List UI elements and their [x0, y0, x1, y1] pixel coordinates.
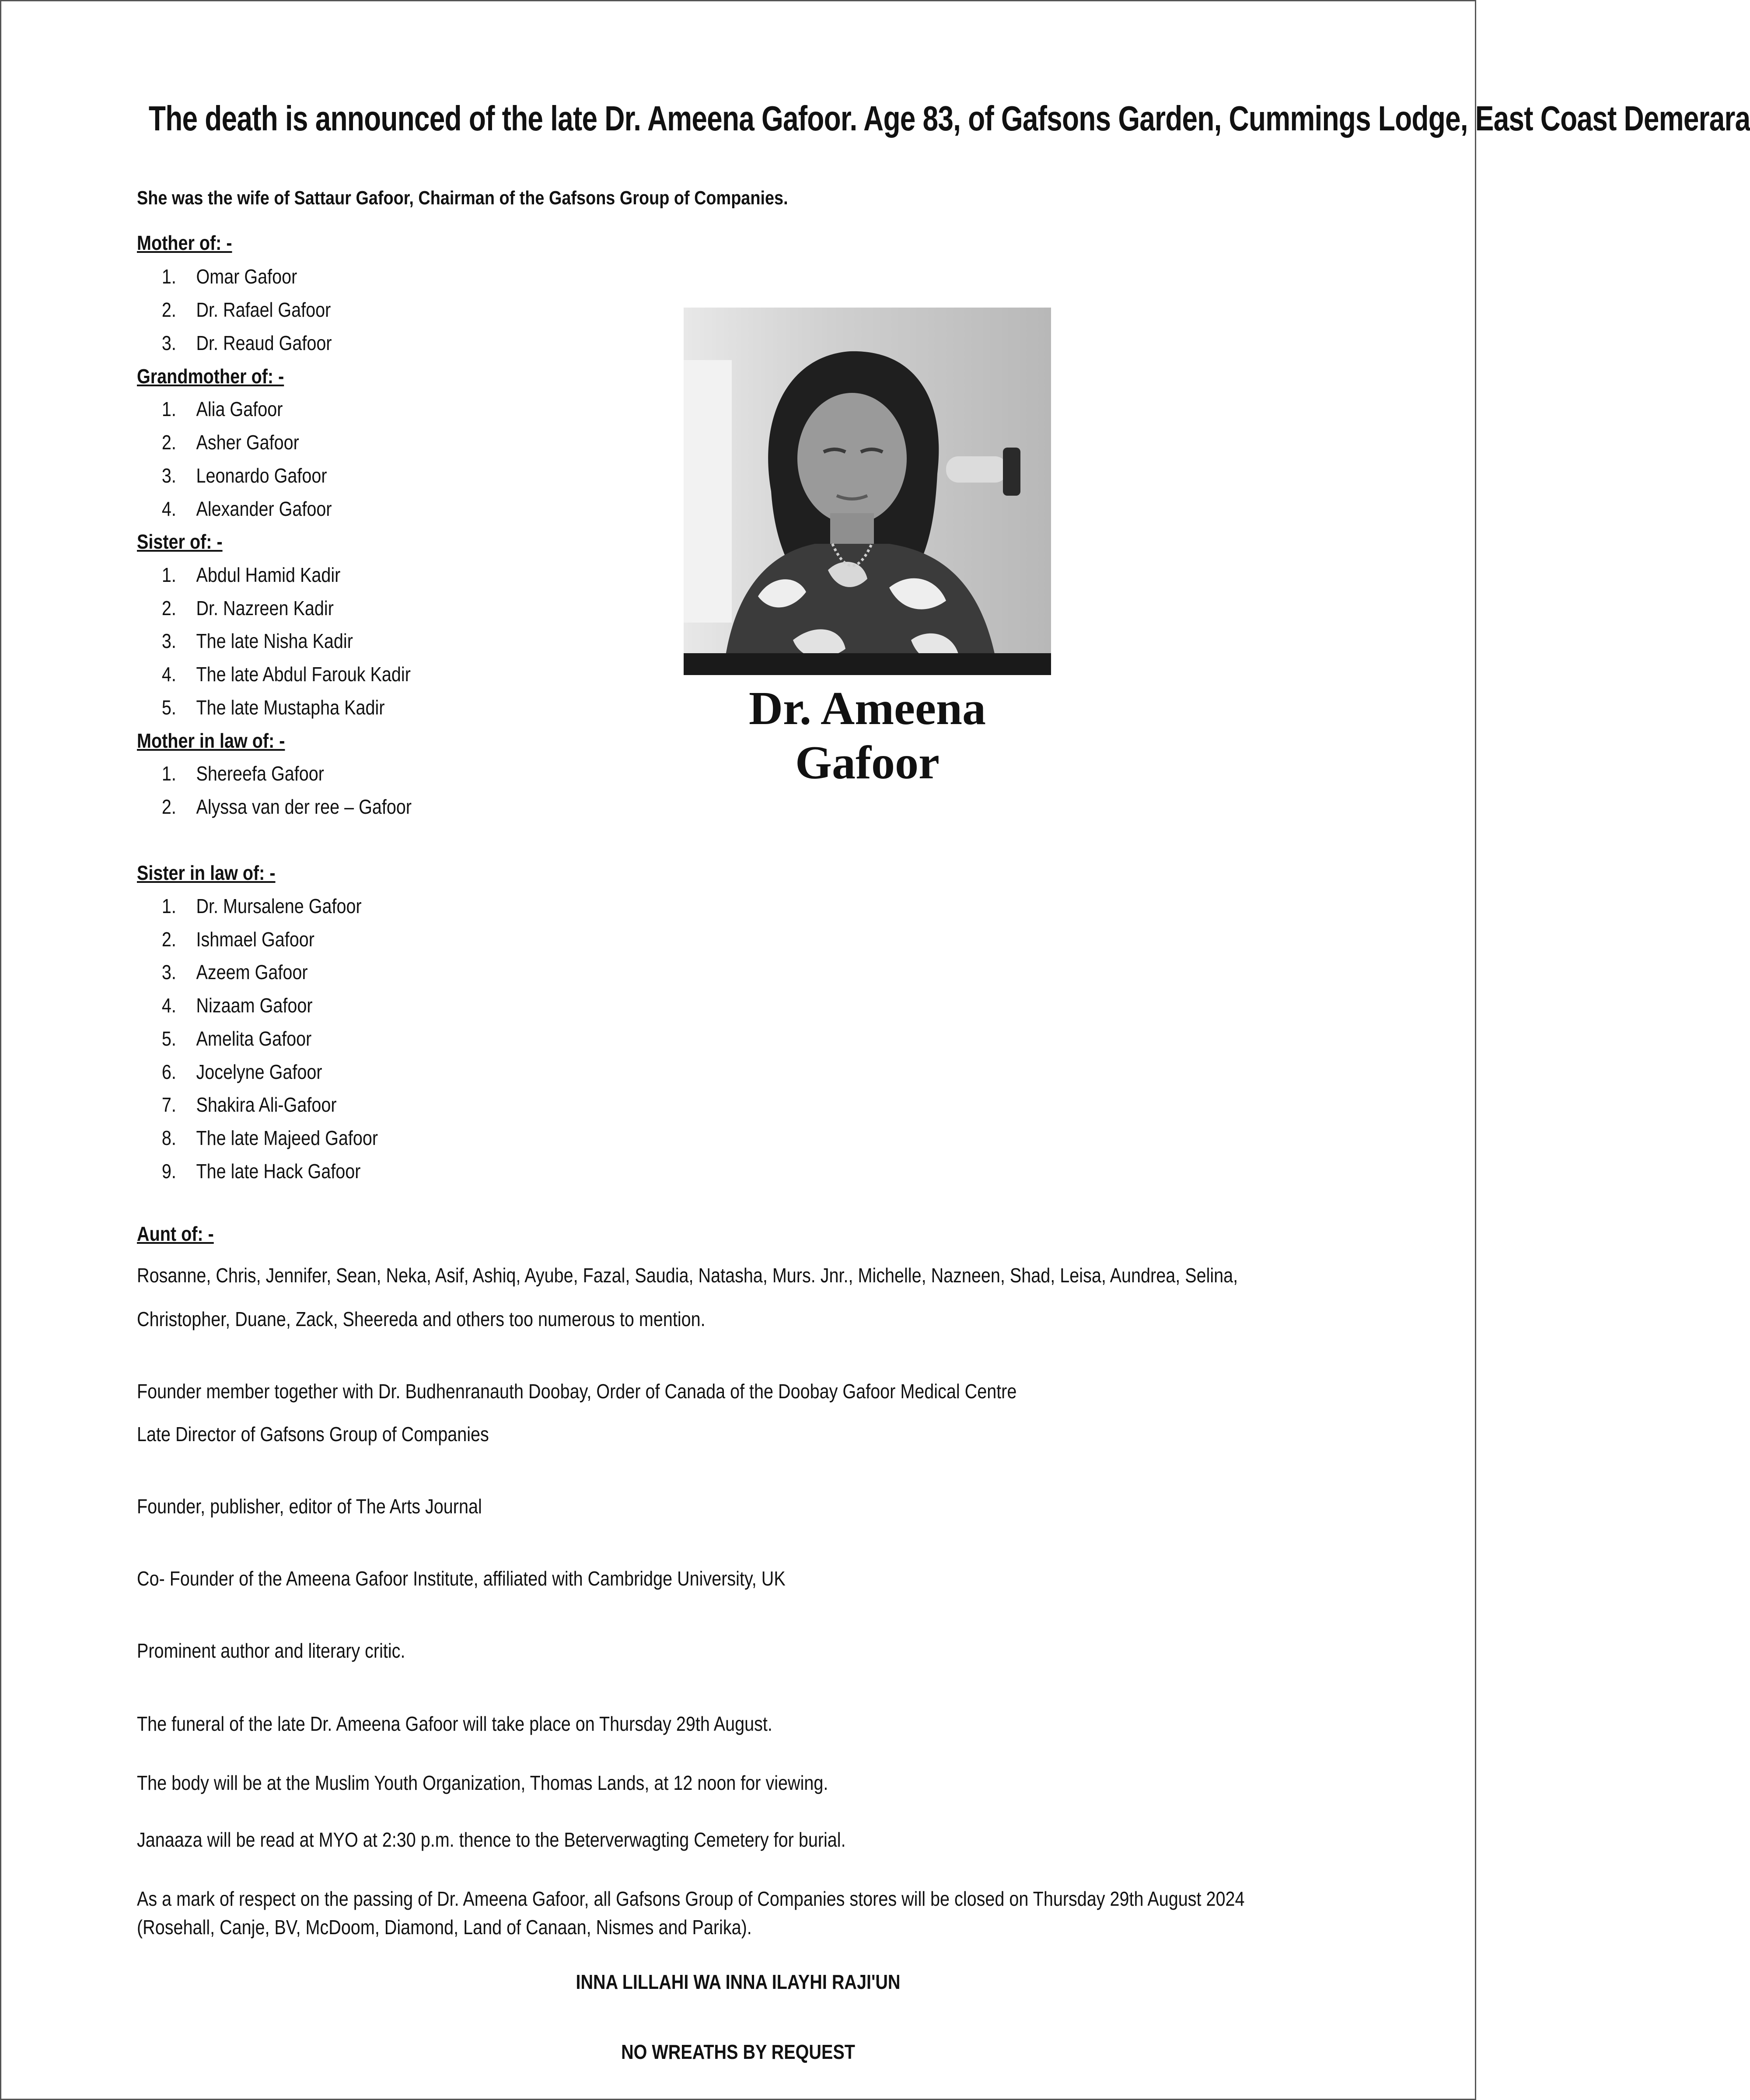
- obituary-page: The death is announced of the late Dr. Ameena Gafoor. Age 83, of Gafsons Garden, Cummings Lodge, East Coast Demerara She was the wife of Sattaur Gafoor, Chairman of the Gafsons Group of Companies. Mother of: - 1. Omar Gafoor 2. Dr. Rafael Gafoor 3. Dr. Reaud Gafoor Grandmother of: - 1. Alia Gafoor 2. Asher Gafoor 3. Leonardo Gafoor 4. Alexander Gafoor Sister of: - 1. Abdul Hamid Kadir 2. Dr. Nazreen Kadir 3. The late Nisha Kadir 4. The late Abdul Farouk Kadir 5. The late Mustapha Kadir Mother in law of: - 1. Shereefa Gafoor 2. Alyssa van der ree – Gafoor Sister in law of: - 1. Dr. Mursalene Gafoor 2. Ishmael Gafoor 3. Azeem Gafoor 4. Nizaam Gafoor 5. Amelita Gafoor 6. Jocelyne Gafoor 7. Shakira Ali-Gafoor 8. The late Majeed Gafoor 9. The late Hack Gafoor Aunt of: - Rosanne, Chris, Jennifer, Sean, Neka, Asif, Ashiq, Ayube, Fazal, Saudia, Natasha, Murs. Jnr., Michelle, Nazneen, Shad, Leisa, Aundrea, Selina, Christopher, Duane, Zack, Sheereda and others too numerous to mention. Founder member together with Dr. Budhenranauth Doobay, Order of Canada of the Doobay Gafoor Medical Centre Late Director of Gafsons Group of Companies Founder, publisher, editor of The Arts Journal Co- Founder of the Ameena Gafoor Institute, affiliated with Cambridge University, UK Prominent author and literary critic. The funeral of the late Dr. Ameena Gafoor will take place on Thursday 29th August. The body will be at the Muslim Youth Organization, Thomas Lands, at 12 noon for viewing. Janaaza will be read at MYO at 2:30 p.m. thence to the Beterverwagting Cemetery for burial. As a mark of respect on the passing of Dr. Ameena Gafoor, all Gafsons Group of Companies stores will be closed on Thursday 29th August 2024 (Rosehall, Canje, BV, McDoom, Diamond, Land of Canaan, Nismes and Parika). INNA LILLAHI WA INNA ILAYHI RAJI'UN NO WREATHS BY REQUEST Dr. Ameena Gafoor: [0, 0, 1476, 2100]
- grandmother-of-heading: Grandmother of: -: [137, 365, 284, 388]
- deceased-name-caption: Dr. Ameena Gafoor: [749, 682, 986, 789]
- no-wreaths-line: NO WREATHS BY REQUEST: [621, 2040, 855, 2063]
- mother-in-law-of-heading: Mother in law of: -: [137, 729, 285, 752]
- closure-notice-line-1: As a mark of respect on the passing of Dr. Ameena Gafoor, all Gafsons Group of Companies stores will be closed on Thursday 29th August 2024: [137, 1887, 1245, 1910]
- funeral-line: Janaaza will be read at MYO at 2:30 p.m. thence to the Beterverwagting Cemetery for burial.: [137, 1828, 846, 1851]
- sister-in-law-of-heading: Sister in law of: -: [137, 861, 276, 884]
- aunt-of-names-line-1: Rosanne, Chris, Jennifer, Sean, Neka, Asif, Ashiq, Ayube, Fazal, Saudia, Natasha, Murs. Jnr., Michelle, Nazneen, Shad, Leisa, Aundrea, Selina,: [137, 1264, 1238, 1287]
- funeral-line: The funeral of the late Dr. Ameena Gafoor will take place on Thursday 29th August.: [137, 1712, 772, 1735]
- aunt-of-heading: Aunt of: -: [137, 1222, 214, 1245]
- intro-line: She was the wife of Sattaur Gafoor, Chairman of the Gafsons Group of Companies.: [137, 187, 788, 209]
- portrait-photo: [684, 308, 1051, 675]
- aunt-of-names-line-2: Christopher, Duane, Zack, Sheereda and others too numerous to mention.: [137, 1308, 706, 1330]
- achievement-line: Co- Founder of the Ameena Gafoor Institute, affiliated with Cambridge University, UK: [137, 1567, 786, 1590]
- mother-of-heading: Mother of: -: [137, 231, 232, 254]
- sister-of-heading: Sister of: -: [137, 530, 223, 553]
- achievement-line: Prominent author and literary critic.: [137, 1639, 405, 1662]
- headline: The death is announced of the late Dr. Ameena Gafoor. Age 83, of Gafsons Garden, Cummings Lodge, East Coast Demerara: [148, 99, 1750, 138]
- funeral-line: The body will be at the Muslim Youth Organization, Thomas Lands, at 12 noon for viewing.: [137, 1771, 828, 1794]
- prayer-line: INNA LILLAHI WA INNA ILAYHI RAJI'UN: [576, 1970, 901, 1993]
- closure-notice-line-2: (Rosehall, Canje, BV, McDoom, Diamond, Land of Canaan, Nismes and Parika).: [137, 1916, 752, 1939]
- portrait-illustration: [684, 308, 1051, 675]
- achievement-line: Founder, publisher, editor of The Arts Journal: [137, 1495, 482, 1518]
- achievement-line: Founder member together with Dr. Budhenranauth Doobay, Order of Canada of the Doobay Gafoor Medical Centre: [137, 1380, 1017, 1403]
- achievement-line: Late Director of Gafsons Group of Companies: [137, 1423, 489, 1446]
